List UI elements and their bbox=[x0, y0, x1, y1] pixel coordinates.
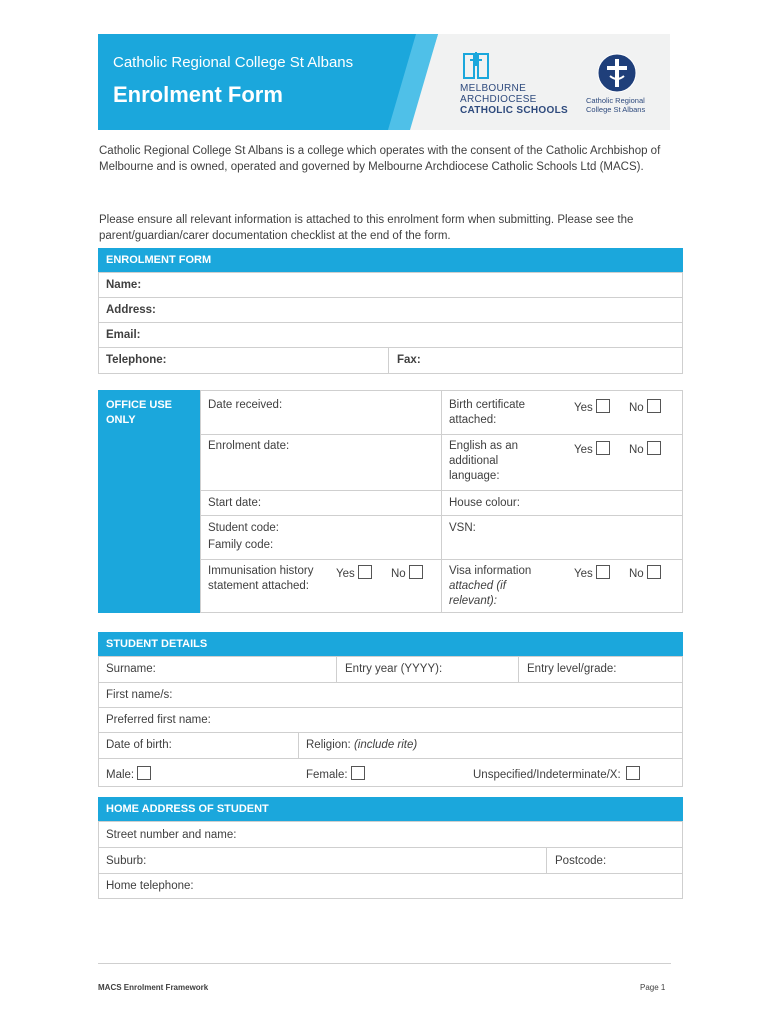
macs-logo-line1: MELBOURNE bbox=[460, 83, 527, 94]
immunisation-label: Immunisation history statement attached: bbox=[208, 565, 314, 592]
visa-info-italic bbox=[449, 579, 529, 609]
birth-cert-yes-checkbox[interactable] bbox=[596, 399, 610, 413]
english-yes bbox=[574, 441, 610, 458]
immunisation-no-checkbox[interactable] bbox=[409, 565, 423, 579]
name-label: Name: bbox=[106, 279, 142, 291]
intro-paragraph-1: Catholic Regional College St Albans is a college which operates with the consent of the Catholic Archbishop of Melbourne and is owned, operated and governed by Melbourne Archdiocese Catholic Schools Ltd (MACS). bbox=[99, 145, 661, 173]
birth-cert-yes bbox=[574, 399, 610, 416]
macs-logo-line3: CATHOLIC SCHOOLS bbox=[460, 105, 568, 116]
telephone-field[interactable] bbox=[99, 348, 389, 373]
footer-divider bbox=[98, 963, 671, 964]
school-name: Catholic Regional College St Albans bbox=[113, 54, 354, 71]
telephone-fax-row bbox=[98, 347, 683, 374]
gender-row bbox=[98, 758, 683, 787]
visa-info-italic-text: attached (if relevant): bbox=[449, 580, 506, 607]
immunisation-yes bbox=[336, 565, 372, 582]
first-names-field[interactable] bbox=[98, 682, 683, 708]
yes-label: Yes bbox=[336, 568, 355, 580]
postcode-label: Postcode: bbox=[555, 855, 607, 867]
address-field[interactable] bbox=[98, 297, 683, 323]
surname-field[interactable] bbox=[99, 657, 337, 682]
macs-logo-line2: ARCHDIOCESE bbox=[460, 94, 537, 105]
student-details-heading: STUDENT DETAILS bbox=[98, 632, 683, 656]
english-additional-label: English as an additional language: bbox=[449, 440, 519, 482]
office-divider bbox=[441, 391, 442, 612]
religion-field[interactable] bbox=[299, 733, 682, 758]
english-no bbox=[629, 441, 661, 458]
birth-cert-no-checkbox[interactable] bbox=[647, 399, 661, 413]
visa-no bbox=[629, 565, 661, 582]
crc-logo-text: Catholic Regional College St Albans bbox=[586, 96, 646, 114]
surname-label: Surname: bbox=[106, 663, 156, 675]
home-telephone-label: Home telephone: bbox=[106, 880, 194, 892]
office-row-line bbox=[201, 434, 682, 435]
entry-level-label: Entry level/grade: bbox=[527, 663, 617, 675]
visa-no-checkbox[interactable] bbox=[647, 565, 661, 579]
suburb-label: Suburb: bbox=[106, 855, 147, 867]
home-address-heading: HOME ADDRESS OF STUDENT bbox=[98, 797, 683, 821]
entry-level-field[interactable] bbox=[519, 657, 682, 682]
crc-crest-icon bbox=[596, 52, 638, 94]
unspecified-label: Unspecified/Indeterminate/X: bbox=[473, 769, 621, 781]
email-label: Email: bbox=[106, 329, 141, 341]
fax-label: Fax: bbox=[397, 354, 421, 366]
no-label: No bbox=[629, 568, 644, 580]
first-names-label: First name/s: bbox=[106, 689, 173, 701]
yes-label: Yes bbox=[574, 402, 593, 414]
telephone-label: Telephone: bbox=[106, 354, 167, 366]
house-colour-label: House colour: bbox=[449, 497, 520, 509]
birth-cert-no bbox=[629, 399, 661, 416]
office-row-line bbox=[201, 515, 682, 516]
postcode-field[interactable] bbox=[547, 848, 682, 873]
dob-field[interactable] bbox=[99, 733, 299, 758]
family-code-label: Family code: bbox=[208, 539, 274, 551]
office-use-table bbox=[200, 390, 683, 613]
email-field[interactable] bbox=[98, 322, 683, 348]
religion-hint: (include rite) bbox=[353, 739, 418, 751]
birth-certificate-label: Birth certificate attached: bbox=[449, 399, 526, 426]
enrolment-date-label: Enrolment date: bbox=[208, 440, 290, 452]
dob-label: Date of birth: bbox=[106, 739, 172, 751]
no-label: No bbox=[391, 568, 406, 580]
footer-framework: MACS Enrolment Framework bbox=[98, 983, 209, 992]
office-use-label: OFFICE USE ONLY bbox=[106, 399, 173, 426]
office-use-heading bbox=[98, 390, 200, 613]
visa-yes bbox=[574, 565, 610, 582]
intro-paragraph-2: Please ensure all relevant information is attached to this enrolment form when submitting. Please see the parent/guardian/carer documentation checklist at the end of the form. bbox=[99, 214, 634, 242]
crc-logo bbox=[586, 52, 666, 122]
address-label: Address: bbox=[106, 304, 156, 316]
female-checkbox[interactable] bbox=[351, 766, 365, 780]
street-field[interactable] bbox=[98, 821, 683, 848]
female-option bbox=[306, 766, 365, 783]
male-checkbox[interactable] bbox=[137, 766, 151, 780]
fax-field[interactable] bbox=[389, 348, 682, 373]
male-label: Male: bbox=[106, 769, 135, 781]
macs-logo bbox=[460, 50, 580, 114]
yes-label: Yes bbox=[574, 568, 593, 580]
visa-yes-checkbox[interactable] bbox=[596, 565, 610, 579]
yes-label: Yes bbox=[574, 444, 593, 456]
immunisation-no bbox=[391, 565, 423, 582]
macs-emblem-icon bbox=[462, 50, 492, 80]
form-title: Enrolment Form bbox=[113, 82, 283, 107]
student-code-label: Student code: bbox=[208, 522, 279, 534]
surname-row bbox=[98, 656, 683, 683]
no-label: No bbox=[629, 444, 644, 456]
office-row-line bbox=[201, 559, 682, 560]
preferred-name-label: Preferred first name: bbox=[106, 714, 211, 726]
name-field[interactable] bbox=[98, 272, 683, 298]
religion-label-text: Religion: bbox=[306, 739, 351, 751]
header-banner bbox=[98, 34, 670, 130]
unspecified-checkbox[interactable] bbox=[626, 766, 640, 780]
dob-row bbox=[98, 732, 683, 759]
visa-info-label: Visa information bbox=[449, 565, 532, 577]
home-telephone-field[interactable] bbox=[98, 873, 683, 899]
preferred-name-field[interactable] bbox=[98, 707, 683, 733]
male-option bbox=[106, 766, 151, 783]
suburb-row bbox=[98, 847, 683, 874]
immunisation-yes-checkbox[interactable] bbox=[358, 565, 372, 579]
no-label: No bbox=[629, 402, 644, 414]
office-row-line bbox=[201, 490, 682, 491]
religion-label bbox=[306, 738, 417, 753]
vsn-label: VSN: bbox=[449, 522, 476, 534]
date-received-label: Date received: bbox=[208, 399, 283, 411]
female-label: Female: bbox=[306, 769, 348, 781]
english-no-checkbox[interactable] bbox=[647, 441, 661, 455]
english-yes-checkbox[interactable] bbox=[596, 441, 610, 455]
page-number: Page 1 bbox=[640, 983, 666, 992]
unspecified-option bbox=[473, 766, 640, 783]
street-label: Street number and name: bbox=[106, 829, 237, 841]
entry-year-label: Entry year (YYYY): bbox=[345, 663, 443, 675]
suburb-field[interactable] bbox=[99, 848, 547, 873]
entry-year-field[interactable] bbox=[337, 657, 519, 682]
enrolment-form-heading: ENROLMENT FORM bbox=[98, 248, 683, 272]
start-date-label: Start date: bbox=[208, 497, 262, 509]
